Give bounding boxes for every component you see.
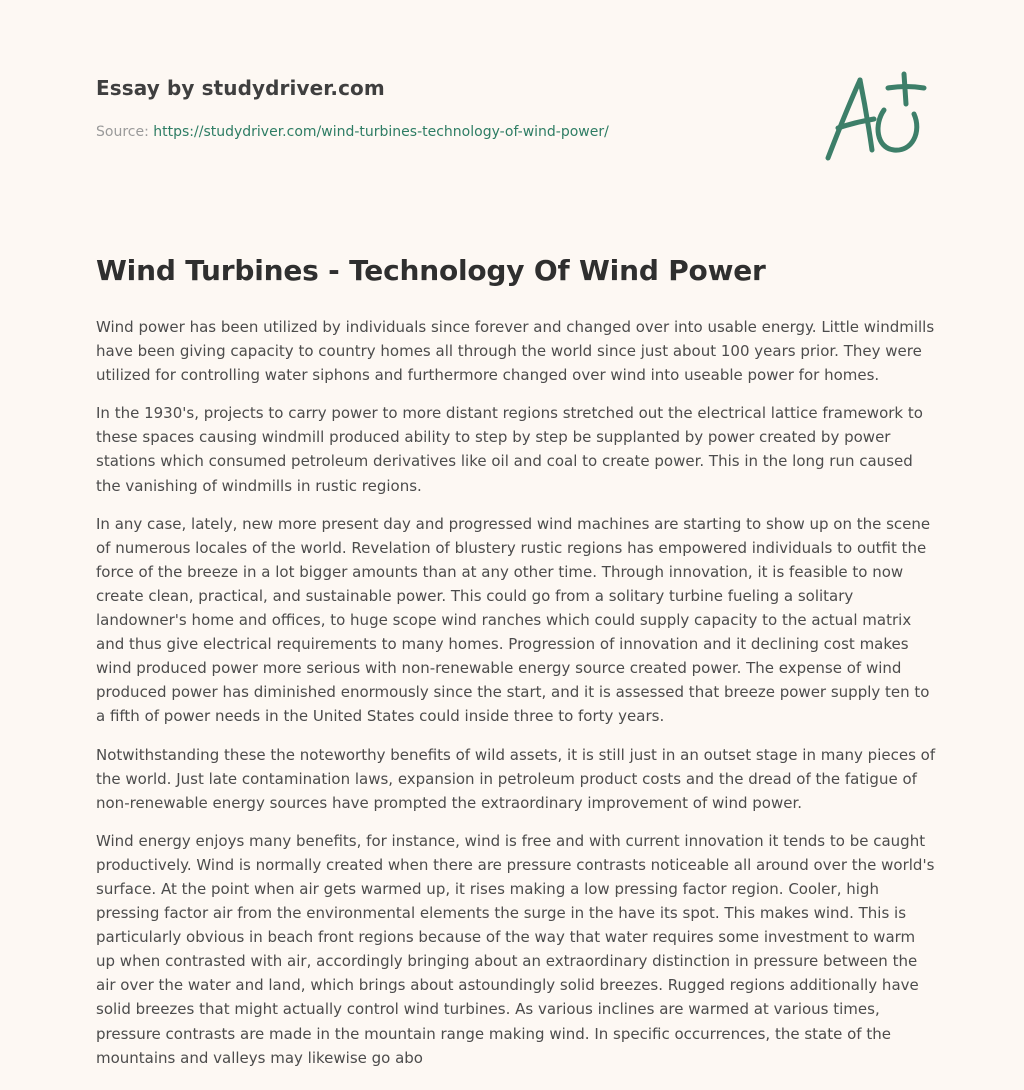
paragraph: In any case, lately, new more present day and progressed wind machines are starting to show up on the scene of numerous locales of the world. Revelation of blustery rustic regions has empowered individuals to outfit the force of the breeze in a lot bigger amounts than at any other time. Through innovation, it is feasible to now create clean, practical, and sustainable power. This could go from a solitary turbine fueling a solitary landowner's home and offices, to huge scope wind ranches which could supply capacity to the actual matrix and thus give electrical requirements to many homes. Progression of innovation and it declining cost makes wind produced power more serious with non-renewable energy source created power. The expense of wind produced power has diminished enormously since the start, and it is assessed that breeze power supply ten to a fifth of power needs in the United States could inside three to forty years. xyxy=(96,514,931,726)
essay-title: Wind Turbines - Technology Of Wind Power xyxy=(96,254,766,287)
paragraph: Wind energy enjoys many benefits, for instance, wind is free and with current innovation it tends to be caught productively. Wind is normally created when there are pressure contrasts noticeable all around over the world's surface. At the point when air gets warmed up, it rises making a low pressing factor region. Cooler, high pressing factor air from the environmental elements the surge in the have its spot. This makes wind. This is particularly obvious in beach front regions because of the way that water requires some investment to warm up when contrasted with air, accordingly bringing about an extraordinary distinction in pressure between the air over the water and land, which brings about astoundingly solid breezes. Rugged regions additionally have solid breezes that might actually control wind turbines. As various inclines are warmed at various times, pressure contrasts are made in the mountain range making wind. In specific occurrences, the state of the mountains and valleys may likewise go abo xyxy=(96,831,935,1067)
essay-body xyxy=(96,315,936,1084)
paragraph: Wind power has been utilized by individuals since forever and changed over into usable energy. Little windmills have been giving capacity to country homes all through the world since just about 100 years prior. They were utilized for controlling water siphons and furthermore changed over wind into useable power for homes. xyxy=(96,318,935,385)
essay-header xyxy=(96,76,736,140)
paragraph: Notwithstanding these the noteworthy benefits of wild assets, it is still just in an outset stage in many pieces of the world. Just late contamination laws, expansion in petroleum product costs and the dread of the fatigue of non-renewable energy sources have prompted the extraordinary improvement of wind power. xyxy=(96,745,936,812)
source-link[interactable]: https://studydriver.com/wind-turbines-technology-of-wind-power/ xyxy=(153,124,609,140)
paragraph: In the 1930's, projects to carry power to more distant regions stretched out the electrical lattice framework to these spaces causing windmill produced ability to step by step be supplanted by power created by power stations which consumed petroleum derivatives like oil and coal to create power. This in the long run caused the vanishing of windmills in rustic regions. xyxy=(96,404,923,495)
source-line xyxy=(96,124,736,140)
source-label: Source: xyxy=(96,124,154,140)
a-plus-logo-icon xyxy=(820,66,930,166)
brand-title: Essay by studydriver.com xyxy=(96,76,385,100)
